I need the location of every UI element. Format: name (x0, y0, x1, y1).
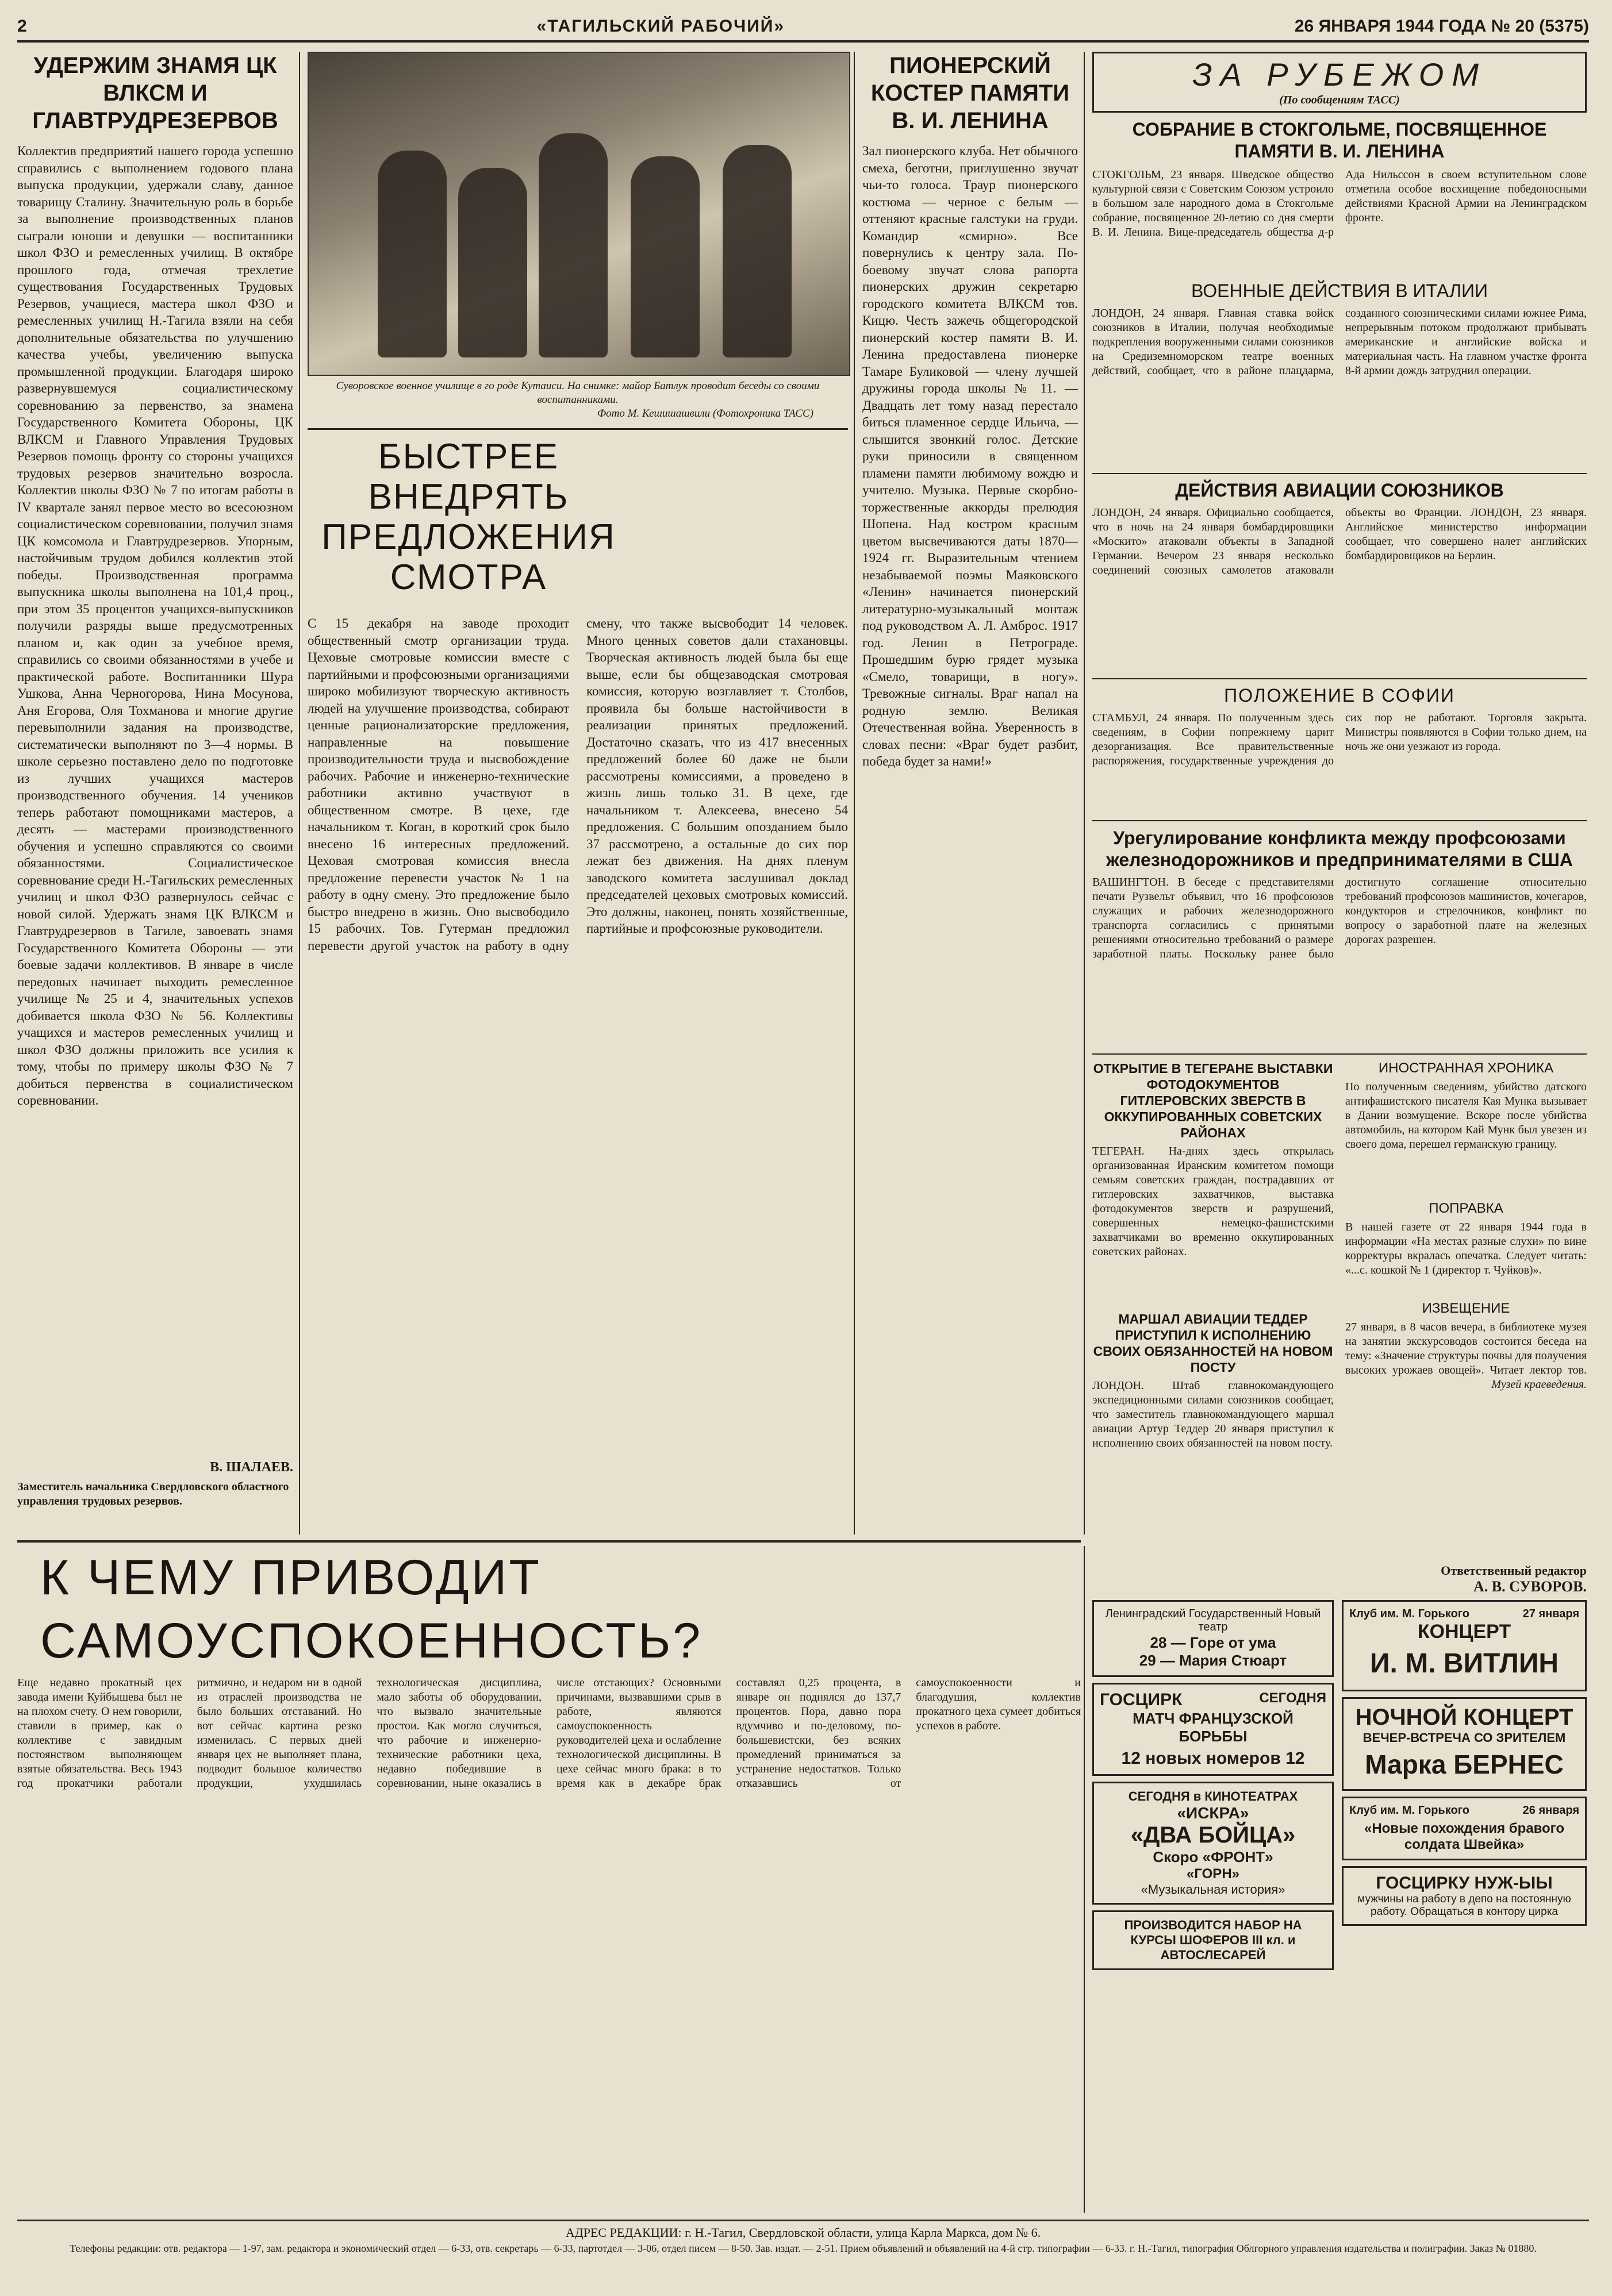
news-body: ЛОНДОН, 24 января. Главная ставка войск союзников в Италии, получая необходимые подкрепления вооруженными силами союзников на Средиземноморском театре военных действий, сообщает, что в районе плацдарма, созданного союзническими силами южнее Рима, непрерывным потоком продолжают прибывать американские и английские войска и материальная часть. На главном участке фронта 8-й армии дождь затруднил операции. (1092, 307, 1587, 377)
ads-section (1092, 1563, 1587, 2213)
svejk-film: «Новые похождения бравого солдата Швейка» (1364, 1821, 1565, 1852)
article-title: УДЕРЖИМ ЗНАМЯ ЦК ВЛКСМ И ГЛАВТРУДРЕЗЕРВОВ (32, 53, 278, 133)
news-title: СОБРАНИЕ В СТОКГОЛЬМЕ, ПОСВЯЩЕННОЕ ПАМЯТИ В. И. ЛЕНИНА (1132, 119, 1547, 161)
club-name: Клуб им. М. Горького (1349, 1804, 1469, 1817)
article-signature: В. ШАЛАЕВ. (210, 1460, 293, 1475)
news-title: ИЗВЕЩЕНИЕ (1422, 1301, 1510, 1316)
circus-name: ГОСЦИРК (1100, 1690, 1183, 1709)
article-body: Зал пионерского клуба. Нет обычного смеха, беготни, приглушенно звучат чьи-то голоса. Траур пионерского костюма — черное с белым — оттеняют красные галстуки на груди. Командир «смирно». Все повернулись к центру зала. По-боевому звучат слова рапорта пионерских дружин секретарю городского комитета ВЛКСМ тов. Кицю. Честь зажечь общегородской пионерский костер памяти В. И. Ленина предоставлена пионерке Тамаре Буликовой — члену лучшей дружины города школы № 11. — Двадцать лет тому назад перестало биться пламенное сердце Ильича, — слышится звонкий голос. Детские руки приносили в священном пламени памяти любимому вождю и учителю. Музыка. Первые скорбно-торжественные аккорды прелюдия Шопена. Над костром красным цветом высвечиваются даты 1870—1924 гг. Выразительным чтением незабываемой поэмы Маяковского «Ленин» начинается пионерский литературно-музыкальный монтаж под руководством А. Л. Амброс. 1917 год. Ленин в Петрограде. Прошедшим бурю грядет музыка «Смело, товарищи, в ногу». Тревожные сигналы. Враг напал на родную землю. Великая Отечественная война. Уверенность в словах песни: «Враг будет разбит, победа будет за нами!» (862, 144, 1078, 768)
article-column-1 (17, 52, 293, 1534)
news-body: ВАШИНГТОН. В беседе с представителями печати Рузвельт объявил, что 16 профсоюзов служащих и рабочих железнодорожного транспорта согласились с принятыми решениями относительно требований о размере заработной платы. Поскольку ранее было достигнуто соглашение относительно требований профсоюзов машинистов, кочегаров, кондукторов и стрелочников, конфликт по вопросу о заработной плате на железных дорогах разрешен. (1092, 876, 1587, 960)
news-title: МАРШАЛ АВИАЦИИ ТЕДДЕР ПРИСТУПИЛ К ИСПОЛНЕНИЮ СВОИХ ОБЯЗАННОСТЕЙ НА НОВОМ ПОСТУ (1093, 1312, 1333, 1375)
film-title: «ДВА БОЙЦА» (1130, 1822, 1296, 1848)
news-body: ЛОНДОН. Штаб главнокомандующего экспедиционными силами союзников сообщает, что заместитель главнокомандующего маршал авиации Артур Теддер 20 января приступил к исполнению своих обязанностей на новом посту. (1092, 1379, 1334, 1449)
page-number: 2 (17, 17, 27, 36)
news-body: По полученным сведениям, убийство датского антифашистского писателя Кая Мунка вызывает в Дании возмущение. Вскоре после убийства автомобиль, на котором Кай Мунк был увезен из своего дома, перешел германскую границу. (1345, 1080, 1587, 1151)
cinema-ad (1092, 1782, 1334, 1905)
news-title: ПОЛОЖЕНИЕ В СОФИИ (1224, 685, 1455, 706)
news-body: ТЕГЕРАН. На-днях здесь открылась организованная Иранским комитетом помощи семьям советских граждан, пострадавших от гитлеровских захватчиков, выставка фотодокументов зверств и разрушений, совершенных немецко-фашистскими захватчиками во временно оккупированных советских районах. (1092, 1145, 1334, 1258)
article-body: Коллектив предприятий нашего города успешно справились с выполнением годового плана выпуска продукции, удержали славу, данное товарищу Сталину. Значительную роль в борьбе за выполнение производственных планов сыграли юноши и девушки — воспитанники школ ФЗО и ремесленных училищ. В октябре прошлого года, отмечая трехлетие существования Государственных Трудовых Резервов, учащиеся, мастера школ ФЗО и ремесленных училищ Н.-Тагила взяли на себя дополнительные обязательства по улучшению качества учебы, увеличению выпуска промышленной продукции. Благодаря широко развернувшемуся социалистическому соревнованию за первенство, за знамена Государственного Комитета Обороны, ЦК ВЛКСМ и Главного Управления Трудовых Резервов помощь фронту со стороны учащихся трудовых резервов значительно возросла. Коллектив школы ФЗО № 7 по итогам работы в IV квартале занял первое место во всесоюзном социалистическом соревновании, получил знамя ЦК комсомола и Главтрудрезервов. Упорным, настойчивым трудом добился коллектив этой победы. Производственная программа выпускника школы выполнена на 101,4 проц., при этом 35 процентов учащихся-выпускников получили разряды выше предусмотренных планом и, как один за учебное время, справились со своими обязанностями в учебе и практической работе. Воспитанники Шура Ушкова, Анна Черногорова, Нина Мосунова, Аня Егорова, Оля Тохманова и многие другие перевыполнили задания на производстве, систематически выполняют по 3—4 нормы. В школе серьезно поставлено дело по подготовке из лучших учащихся мастеров производственного обучения. 14 учеников теперь работают помощниками мастеров, а десять — мастерами производственного обучения и успешно справляются со своими обязанностями. Социалистическое соревнование среди Н.-Тагильских ремесленных училищ и школ ФЗО развернулось сейчас с новой силой. Удержать знамя ЦК ВЛКСМ и Главтрудрезервов в Тагиле, завоевать знамя Государственного Комитета Обороны — эти боевые задачи коллективов. В январе в числе передовых начинает выходить ремесленное училище № 25 и 4, значительных успехов добивается школа ФЗО № 56. Коллективы учащихся и мастеров ремесленных училищ и школ ФЗО должны приложить все усилия к тому, чтобы по примеру школы ФЗО № 7 добиться первенства в социалистическом соревновании. (17, 144, 293, 1107)
night-concert-title: НОЧНОЙ КОНЦЕРТ (1355, 1705, 1573, 1730)
course-ad (1092, 1910, 1334, 1970)
footer-address: АДРЕС РЕДАКЦИИ: г. Н.-Тагил, Свердловской области, улица Карла Маркса, дом № 6. (565, 2225, 1041, 2240)
column-divider (854, 52, 855, 1534)
article-column-2 (308, 437, 848, 1534)
night-concert-ad (1342, 1697, 1587, 1791)
circus-hiring-ad (1342, 1866, 1587, 1926)
concert-title: КОНЦЕРТ (1417, 1621, 1511, 1643)
section-rule (17, 1540, 1081, 1543)
club-date: 26 января (1522, 1804, 1579, 1817)
gorn-film: «Музыкальная история» (1141, 1882, 1285, 1897)
bernes-name: Марка БЕРНЕС (1365, 1749, 1564, 1779)
cinema-iskra: «ИСКРА» (1177, 1804, 1249, 1822)
news-title: ИНОСТРАННАЯ ХРОНИКА (1378, 1060, 1554, 1076)
article-body: С 15 декабря на заводе проходит общественный смотр организации труда. Цеховые смотровые комиссии вместе с партийными и профсоюзными организациями широко мобилизуют творческую активность людей на улучшение производства, собирают ценные рационализаторские предложения, направленные на повышение производительности труда и высвобождение рабочих. Рабочие и инженерно-технические работники активно участвуют в общественном смотре. В цехе, где начальником т. Коган, в короткий срок было внесено 16 интересных предложений. Цеховая смотровая комиссия внесла предложение перевести участок № 1 на работу в одну смену. Это предложение было быстро внедрено в жизнь. Оно высвободило 15 рабочих. Тов. Гутерман предложил перевести другой участок на работу в одну смену, что также высвободит 14 человек. Много ценных советов дали стахановцы. Творческая активность людей была бы еще выше, если бы общезаводская смотровая комиссия, которую возглавляет т. Столбов, проявила бы больше настойчивости в реализации принятых предложений. Достаточно сказать, что из 417 внесенных предложений более 60 даже не были рассмотрены комиссиями, а проведено в жизнь лишь только 31. В цехе, где начальником т. Алексеева, внесено 54 предложения. С большим опозданием было 37 рассмотрено, а остальные до сих пор лежат без движения. На днях пленум заводского комитета заслушивал доклад председателей цеховых смотровых комиссий. Это должны, наконец, понять хозяйственные, партийные и профсоюзные руководители. (308, 616, 848, 953)
news-title: ОТКРЫТИЕ В ТЕГЕРАНЕ ВЫСТАВКИ ФОТОДОКУМЕНТОВ ГИТЛЕРОВСКИХ ЗВЕРСТВ В ОККУПИРОВАННЫХ СОВЕТСКИХ РАЙОНАХ (1093, 1061, 1333, 1140)
play-1: 28 — Горе от ума (1150, 1634, 1276, 1651)
bottom-article (17, 1546, 1081, 2213)
column-divider (1084, 52, 1085, 1534)
club-concert-ad (1342, 1600, 1587, 1691)
photo-caption-block (308, 379, 848, 425)
column-divider (299, 52, 300, 1534)
circus-today: СЕГОДНЯ (1259, 1690, 1326, 1706)
museum-sign: Музей краеведения. (1491, 1378, 1587, 1391)
news-title: ВОЕННЫЕ ДЕЙСТВИЯ В ИТАЛИИ (1191, 280, 1488, 301)
club-film-ad (1342, 1797, 1587, 1860)
issue-date: 26 ЯНВАРЯ 1944 ГОДА № 20 (5375) (1294, 17, 1589, 36)
circus-hiring-title: ГОСЦИРКУ НУЖ-ЫЫ (1376, 1874, 1553, 1893)
article-title: ПИОНЕРСКИЙ КОСТЕР ПАМЯТИ В. И. ЛЕНИНА (870, 53, 1070, 133)
news-title: Урегулирование конфликта между профсоюзами железнодорожников и предпринимателями в США (1106, 828, 1573, 870)
photo-credit: Фото М. Кешишашвили (Фотохроника ТАСС) (597, 407, 813, 420)
news-body: СТАМБУЛ, 24 января. По полученным здесь сведениям, в Софии попрежнему царит дезорганизация. Все правительственные распоряжения, государственные учреждения до сих пор не работают. Торговля закрыта. Министры появляются в Софии только днем, на ночь же они уезжают из города. (1092, 712, 1587, 767)
footer-rule (17, 2220, 1589, 2221)
bottom-article-body: Еще недавно прокатный цех завода имени Куйбышева был не на плохом счету. О нем говорили, ставили в пример, как о коллективе с завидным постоянством выполняющем взятые обязательства. Весь 1943 год прокатчики работали ритмично, и недаром ни в одной из отраслей производства не было больших отставаний. Но вот сейчас картина резко изменилась. С первых дней января цех не выполняет плана, подводит большое количество продукции, ухудшилась технологическая дисциплина, мало заботы об оборудовании, что вызвало значительные простои. Как могло случиться, что рабочие и инженерно-технические работники цеха, недавно победившие в соревновании, ныне оказались в числе отстающих? Основными причинами, вызвавшими срыв в работе, являются самоуспокоенность руководителей цеха и ослабление технологической дисциплины. В цехе сейчас много брака: в то время как в декабре брак составлял 0,25 процента, в январе он поднялся до 137,7 процентов. Пора, давно пора вдумчиво и по-деловому, по-большевистски, без всяких промедлений приниматься за устранение недостатков. Только отказавшись от самоуспокоенности и благодушия, коллектив прокатного цеха сумеет добиться успехов в работе. (17, 1676, 1081, 1790)
editor-name: А. В. СУВОРОВ. (1473, 1578, 1587, 1595)
film-soon: Скоро «ФРОНТ» (1153, 1848, 1273, 1866)
theatre-name: Ленинградский Государственный Новый театр (1105, 1607, 1321, 1633)
abroad-banner-box (1092, 52, 1587, 113)
cinema-title: СЕГОДНЯ в КИНОТЕАТРАХ (1128, 1789, 1298, 1803)
artist-name: И. М. ВИТЛИН (1370, 1648, 1559, 1679)
play-2: 29 — Мария Стюарт (1139, 1652, 1287, 1669)
news-body: СТОКГОЛЬМ, 23 января. Шведское общество культурной связи с Советским Союзом устроило в большом зале народного дома в Стокгольме собрание, посвященное 20-летию со дня смерти В. И. Ленина. Вице-председатель общества д-р Ада Нильссон в своем вступительном слове отметила особое восхищение победоносными действиями Красной Армии на Ленинградском фронте. (1092, 168, 1587, 239)
news-title: ПОПРАВКА (1429, 1201, 1503, 1216)
abroad-banner: ЗА РУБЕЖОМ (1192, 56, 1487, 93)
paper-name: «ТАГИЛЬСКИЙ РАБОЧИЙ» (536, 17, 785, 36)
news-photo (308, 52, 850, 376)
footer (17, 2224, 1589, 2282)
article-column-3 (862, 52, 1078, 1534)
news-body: В нашей газете от 22 января 1944 года в информации «На местах разные слухи» по вине корректуры вкралась опечатка. Следует читать: «...с. кошкой № 1 (директор т. Чуйков)». (1345, 1221, 1587, 1276)
abroad-section (1092, 52, 1587, 1557)
course-title: ПРОИЗВОДИТСЯ НАБОР НА КУРСЫ ШОФЕРОВ III кл. и АВТОСЛЕСАРЕЙ (1124, 1918, 1302, 1962)
signature-note: Заместитель начальника Свердловского областного управления трудовых резервов. (17, 1480, 289, 1507)
news-body: ЛОНДОН, 24 января. Официально сообщается, что в ночь на 24 января бомбардировщики «Москито» атаковали объекты в Западной Германии. Вечером 23 января несколько соединений союзных самолетов атаковали объекты во Франции. ЛОНДОН, 23 января. Английское министерство информации сообщает, что совершено налет английских бомбардировщиков на Берлин. (1092, 506, 1587, 576)
cinema-gorn: «ГОРН» (1187, 1866, 1239, 1882)
news-right-block (1345, 1060, 1587, 1505)
column-divider (1084, 1546, 1085, 2213)
news-body: 27 января, в 8 часов вечера, в библиотеке музея на занятии экскурсоводов состоится беседа на тему: «Значение структуры почвы для получения высоких урожаев овощей». Читает лектор тов. (1345, 1321, 1587, 1376)
club-date: 27 января (1522, 1607, 1579, 1620)
night-concert-sub: ВЕЧЕР-ВСТРЕЧА СО ЗРИТЕЛЕМ (1362, 1730, 1566, 1745)
page-header (17, 13, 1589, 43)
theatre-ad (1092, 1600, 1334, 1677)
circus-match: МАТЧ ФРАНЦУЗСКОЙ БОРЬБЫ (1133, 1710, 1294, 1745)
news-left-block (1092, 1060, 1334, 1505)
news-title: ДЕЙСТВИЯ АВИАЦИИ СОЮЗНИКОВ (1175, 480, 1504, 501)
photo-caption: Суворовское военное училище в го роде Кутаиси. На снимке: майор Батлук проводит беседы со своими воспитанниками. (336, 380, 820, 406)
circus-ad (1092, 1683, 1334, 1776)
article-title: БЫСТРЕЕ ВНЕДРЯТЬ ПРЕДЛОЖЕНИЯ СМОТРА (321, 437, 616, 597)
footer-phones: Телефоны редакции: отв. редактора — 1-97, зам. редактора и экономический отдел — 6-33, отв. секретарь — 6-33, партотдел — 3-06, отдел писем — 8-50. Зав. издат. — 2-51. Прием объявлений и объявлений на 4-й стр. типографии — 6-33. г. Н.-Тагил, типография Облгорного управления издательства и полиграфии. Заказ № 01880. (70, 2243, 1537, 2254)
abroad-subtitle: (По сообщениям ТАСС) (1279, 94, 1400, 106)
section-rule (308, 428, 848, 430)
bottom-article-title: К ЧЕМУ ПРИВОДИТ САМОУСПОКОЕННОСТЬ? (40, 1550, 703, 1668)
circus-new: 12 новых номеров 12 (1121, 1749, 1305, 1768)
editor-label: Ответственный редактор (1441, 1563, 1587, 1578)
club-name: Клуб им. М. Горького (1349, 1607, 1469, 1620)
circus-hiring-text: мужчины на работу в депо на постоянную работу. Обращаться в контору цирка (1357, 1893, 1571, 1918)
